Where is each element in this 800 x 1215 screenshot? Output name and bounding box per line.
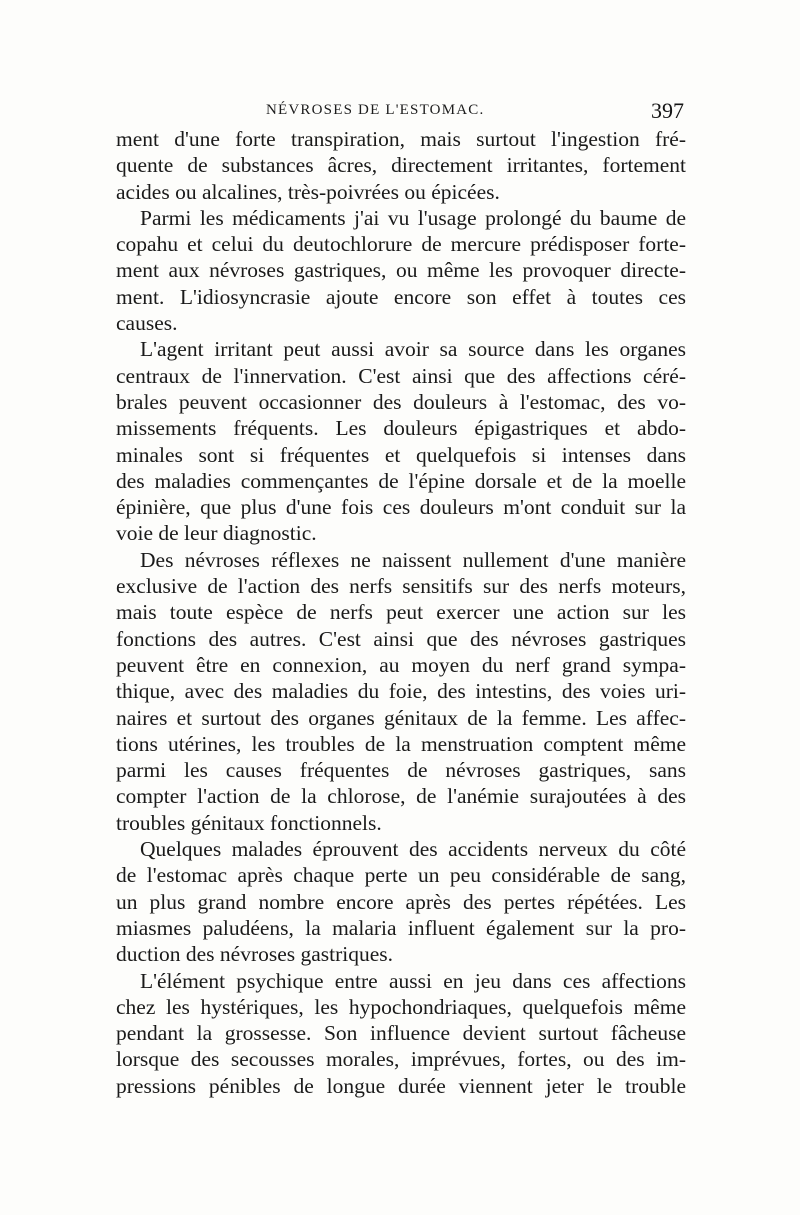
- text-line: ment d'une forte transpiration, mais surtout l'ingestion fré-: [116, 127, 686, 151]
- text-line: quente de substances âcres, directement irritantes, fortement: [116, 153, 686, 178]
- text-line: brales peuvent occasionner des douleurs à l'estomac, des vo-: [116, 389, 686, 414]
- running-head: NÉVROSES DE L'ESTOMAC.: [266, 102, 485, 118]
- body-text: [116, 126, 686, 1099]
- text-line: un plus grand nombre encore après des pertes répétées. Les: [116, 889, 686, 914]
- text-line: pressions pénibles de longue durée viennent jeter le trouble: [116, 1073, 686, 1098]
- text-line: pendant la grossesse. Son influence devient surtout fâcheuse: [116, 1021, 686, 1046]
- text-line: miasmes paludéens, la malaria influent également sur la pro-: [116, 915, 686, 940]
- paragraph-first-line: L'agent irritant peut aussi avoir sa source dans les organes: [140, 337, 686, 362]
- text-line: des maladies commençantes de l'épine dorsale et de la moelle: [116, 468, 686, 493]
- text-line: lorsque des secousses morales, imprévues, fortes, ou des im-: [116, 1047, 686, 1072]
- paragraph-first-line: L'élément psychique entre aussi en jeu dans ces affections: [140, 968, 686, 993]
- text-line: ment aux névroses gastriques, ou même les provoquer directe-: [116, 258, 686, 283]
- text-line: missements fréquents. Les douleurs épigastriques et abdo-: [116, 416, 686, 441]
- text-line: compter l'action de la chlorose, de l'anémie surajoutées à des: [116, 784, 686, 809]
- text-line: minales sont si fréquentes et quelquefois si intenses dans: [116, 442, 686, 467]
- text-line: peuvent être en connexion, au moyen du nerf grand sympa-: [116, 652, 686, 677]
- text-line: de l'estomac après chaque perte un peu considérable de sang,: [116, 863, 686, 888]
- text-line: centraux de l'innervation. C'est ainsi que des affections céré-: [116, 363, 686, 388]
- text-line: acides ou alcalines, très-poivrées ou épicées.: [116, 179, 500, 204]
- text-line: ment. L'idiosyncrasie ajoute encore son effet à toutes ces: [116, 284, 686, 309]
- paragraph-first-line: Parmi les médicaments j'ai vu l'usage prolongé du baume de: [140, 205, 686, 230]
- text-line: mais toute espèce de nerfs peut exercer une action sur les: [116, 600, 686, 625]
- page-header: [116, 100, 686, 126]
- page-number: 397: [651, 98, 684, 123]
- text-line: copahu et celui du deutochlorure de mercure prédisposer forte-: [116, 232, 686, 257]
- text-line: causes.: [116, 311, 178, 336]
- text-line: troubles génitaux fonctionnels.: [116, 810, 382, 835]
- text-line: duction des névroses gastriques.: [116, 942, 394, 967]
- paragraph-first-line: Quelques malades éprouvent des accidents nerveux du côté: [140, 837, 686, 862]
- text-line: tions utérines, les troubles de la menstruation comptent même: [116, 731, 686, 756]
- text-line: chez les hystériques, les hypochondriaques, quelquefois même: [116, 994, 686, 1019]
- text-line: fonctions des autres. C'est ainsi que des névroses gastriques: [116, 626, 686, 651]
- text-line: parmi les causes fréquentes de névroses gastriques, sans: [116, 758, 686, 783]
- text-line: exclusive de l'action des nerfs sensitifs sur des nerfs moteurs,: [116, 574, 686, 599]
- text-line: épinière, que plus d'une fois ces douleurs m'ont conduit sur la: [116, 495, 686, 520]
- paragraph-first-line: Des névroses réflexes ne naissent nullement d'une manière: [140, 547, 686, 572]
- text-line: voie de leur diagnostic.: [116, 521, 317, 546]
- text-line: naires et surtout des organes génitaux de la femme. Les affec-: [116, 705, 686, 730]
- text-line: thique, avec des maladies du foie, des intestins, des voies uri-: [116, 679, 686, 704]
